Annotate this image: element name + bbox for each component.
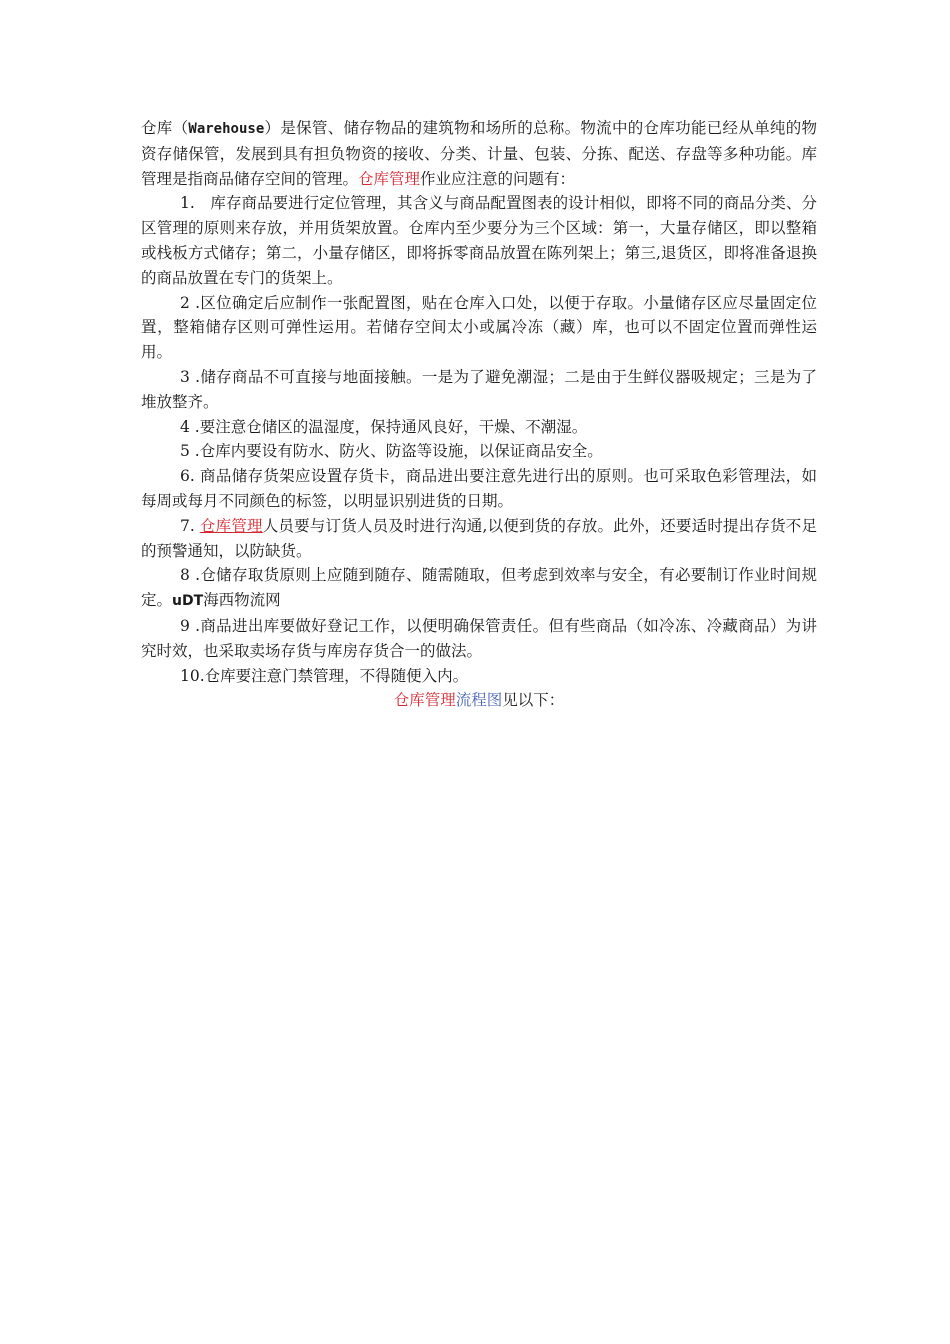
warehouse-management-link[interactable]: 仓库管理 bbox=[199, 516, 263, 535]
intro-middle: ）是保管、储存物品的建筑物和场所的总称。物流中的仓库功能已经从单纯的物资存储保管，发展到具有担负物资的接收、分类、计量、包装、分拣、配送、存盘等多种功能。库管理是指商品储存空间的管理。 bbox=[141, 119, 817, 188]
list-item-8 bbox=[141, 563, 817, 614]
list-item: 9 .商品进出库要做好登记工作，以便明确保管责任。但有些商品（如冷冻、冷藏商品）为讲究时效，也采取卖场存货与库房存货合一的做法。 bbox=[141, 616, 817, 660]
list-item: 4 .要注意仓储区的温湿度，保持通风良好，干燥、不潮湿。 bbox=[180, 417, 588, 436]
list-item: 1. 库存商品要进行定位管理，其含义与商品配置图表的设计相似，即将不同的商品分类、分区管理的原则来存放，并用货架放置。仓库内至少要分为三个区域：第一，大量存储区，即以整箱或栈板方式储存；第二，小量存储区，即将拆零商品放置在陈列架上；第三,退货区，即将准备退换的商品放置在专门的货架上。 bbox=[141, 194, 817, 287]
item7-prefix: 7. bbox=[180, 516, 200, 535]
flowchart-link[interactable]: 流程图 bbox=[455, 691, 503, 710]
intro-warehouse-word: Warehouse bbox=[188, 121, 265, 137]
flowchart-caption bbox=[141, 688, 817, 713]
item8-bold-code: uDT bbox=[172, 593, 204, 610]
list-item: 3 .储存商品不可直接与地面接触。一是为了避免潮湿；二是由于生鲜仪器吸规定；三是为了堆放整齐。 bbox=[141, 367, 817, 411]
item8-prefix: 8 .仓储存取货原则上应随到随存、随需随取，但考虑到效率与安全，有必要制订作业时间规定。 bbox=[141, 566, 817, 610]
intro-suffix: 作业应注意的问题有： bbox=[420, 169, 576, 188]
intro-paragraph bbox=[141, 116, 817, 191]
list-item: 5 .仓库内要设有防水、防火、防盗等设施，以保证商品安全。 bbox=[180, 442, 603, 461]
list-item: 2 .区位确定后应制作一张配置图，贴在仓库入口处，以便于存取。小量储存区应尽量固定位置，整箱储存区则可弹性运用。若储存空间太小或属冷冻（藏）库，也可以不固定位置而弹性运用。 bbox=[141, 293, 817, 362]
intro-prefix: 仓库（ bbox=[141, 119, 189, 137]
caption-suffix: 见以下： bbox=[502, 691, 565, 710]
item7-suffix: 人员要与订货人员及时进行沟通,以便到货的存放。此外，还要适时提出存货不足的预警通知，以防缺货。 bbox=[141, 516, 817, 560]
warehouse-management-link[interactable]: 仓库管理 bbox=[358, 169, 421, 188]
list-item-7 bbox=[141, 514, 817, 564]
warehouse-management-link[interactable]: 仓库管理 bbox=[393, 691, 456, 710]
list-item: 10.仓库要注意门禁管理，不得随便入内。 bbox=[180, 666, 469, 685]
document-body bbox=[141, 116, 817, 713]
item8-suffix: 海西物流网 bbox=[203, 591, 281, 610]
list-item: 6. 商品储存货架应设置存货卡，商品进出要注意先进行出的原则。也可采取色彩管理法，如每周或每月不同颜色的标签，以明显识别进货的日期。 bbox=[141, 467, 817, 510]
